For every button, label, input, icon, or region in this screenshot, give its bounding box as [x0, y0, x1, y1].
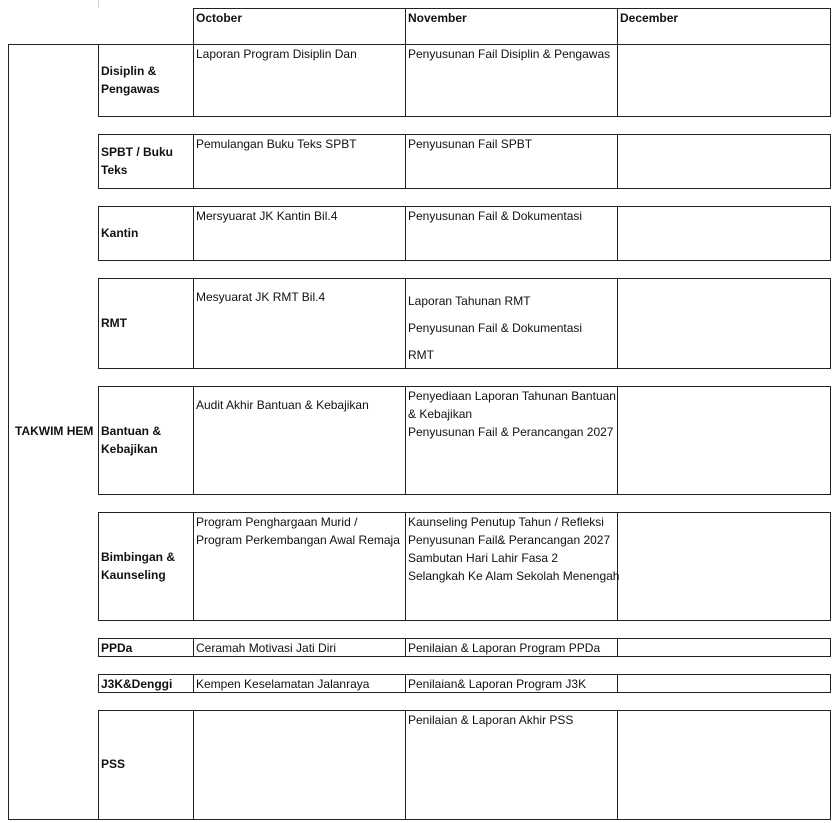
cell-divider [405, 206, 406, 261]
cell-divider [405, 278, 406, 369]
cell-divider [193, 206, 194, 261]
october-cell: Audit Akhir Bantuan & Kebajikan [196, 398, 369, 412]
header-divider [617, 8, 618, 45]
unit-label: PSS [101, 757, 126, 771]
november-cell: Kaunseling Penutup Tahun / Refleksi Penyusunan Fail& Perancangan 2027 Sambutan Hari Lahir Fasa 2 Selangkah Ke Alam Sekolah Menengah [408, 515, 620, 583]
november-cell: Penyusunan Fail & Dokumentasi [408, 209, 583, 223]
header-november: November [408, 11, 467, 25]
cell-divider [193, 386, 194, 495]
cell-divider [617, 710, 618, 820]
cell-divider [617, 134, 618, 189]
cell-divider [193, 512, 194, 621]
cell-divider [193, 638, 194, 657]
november-cell: Penilaian& Laporan Program J3K [408, 677, 587, 691]
cell-divider [405, 710, 406, 820]
october-cell: Kempen Keselamatan Jalanraya [196, 677, 370, 691]
grid-line [98, 0, 99, 8]
cell-divider [617, 278, 618, 369]
november-cell: Laporan Tahunan RMT Penyusunan Fail & Dokumentasi RMT [408, 294, 583, 362]
unit-label: SPBT / Buku Teks [101, 145, 174, 177]
cell-divider [193, 710, 194, 820]
header-december: December [620, 11, 679, 25]
cell-divider [193, 44, 194, 117]
cell-divider [617, 206, 618, 261]
cell-divider [405, 674, 406, 693]
november-cell: Penilaian & Laporan Program PPDa [408, 641, 601, 655]
october-cell: Pemulangan Buku Teks SPBT [196, 137, 357, 151]
cell-divider [405, 512, 406, 621]
unit-label: PPDa [101, 641, 133, 655]
cell-divider [617, 674, 618, 693]
cell-divider [405, 386, 406, 495]
month-header-row [193, 8, 831, 45]
header-divider [405, 8, 406, 45]
unit-label: RMT [101, 316, 127, 330]
cell-divider [405, 134, 406, 189]
october-cell: Program Penghargaan Murid / Program Perkembangan Awal Remaja [196, 515, 400, 547]
november-cell: Penilaian & Laporan Akhir PSS [408, 713, 574, 727]
november-cell: Penyusunan Fail Disiplin & Pengawas [408, 47, 611, 61]
cell-divider [193, 674, 194, 693]
takwim-label: TAKWIM HEM [15, 424, 94, 438]
unit-label: J3K&Denggi [101, 677, 173, 691]
header-october: October [196, 11, 243, 25]
october-cell: Ceramah Motivasi Jati Diri [196, 641, 337, 655]
unit-label: Kantin [101, 226, 139, 240]
cell-divider [617, 638, 618, 657]
unit-label: Bimbingan & Kaunseling [101, 550, 175, 582]
november-cell: Penyusunan Fail SPBT [408, 137, 533, 151]
october-cell: Mersyuarat JK Kantin Bil.4 [196, 209, 338, 223]
cell-divider [193, 134, 194, 189]
october-cell: Mesyuarat JK RMT Bil.4 [196, 290, 326, 304]
cell-divider [617, 44, 618, 117]
november-cell: Penyediaan Laporan Tahunan Bantuan & Kebajikan Penyusunan Fail & Perancangan 2027 [408, 389, 616, 439]
unit-label: Disiplin & Pengawas [101, 64, 160, 96]
cell-divider [405, 44, 406, 117]
cell-divider [405, 638, 406, 657]
cell-divider [617, 386, 618, 495]
cell-divider [193, 278, 194, 369]
unit-label: Bantuan & Kebajikan [101, 424, 161, 456]
october-cell: Laporan Program Disiplin Dan [196, 47, 357, 61]
